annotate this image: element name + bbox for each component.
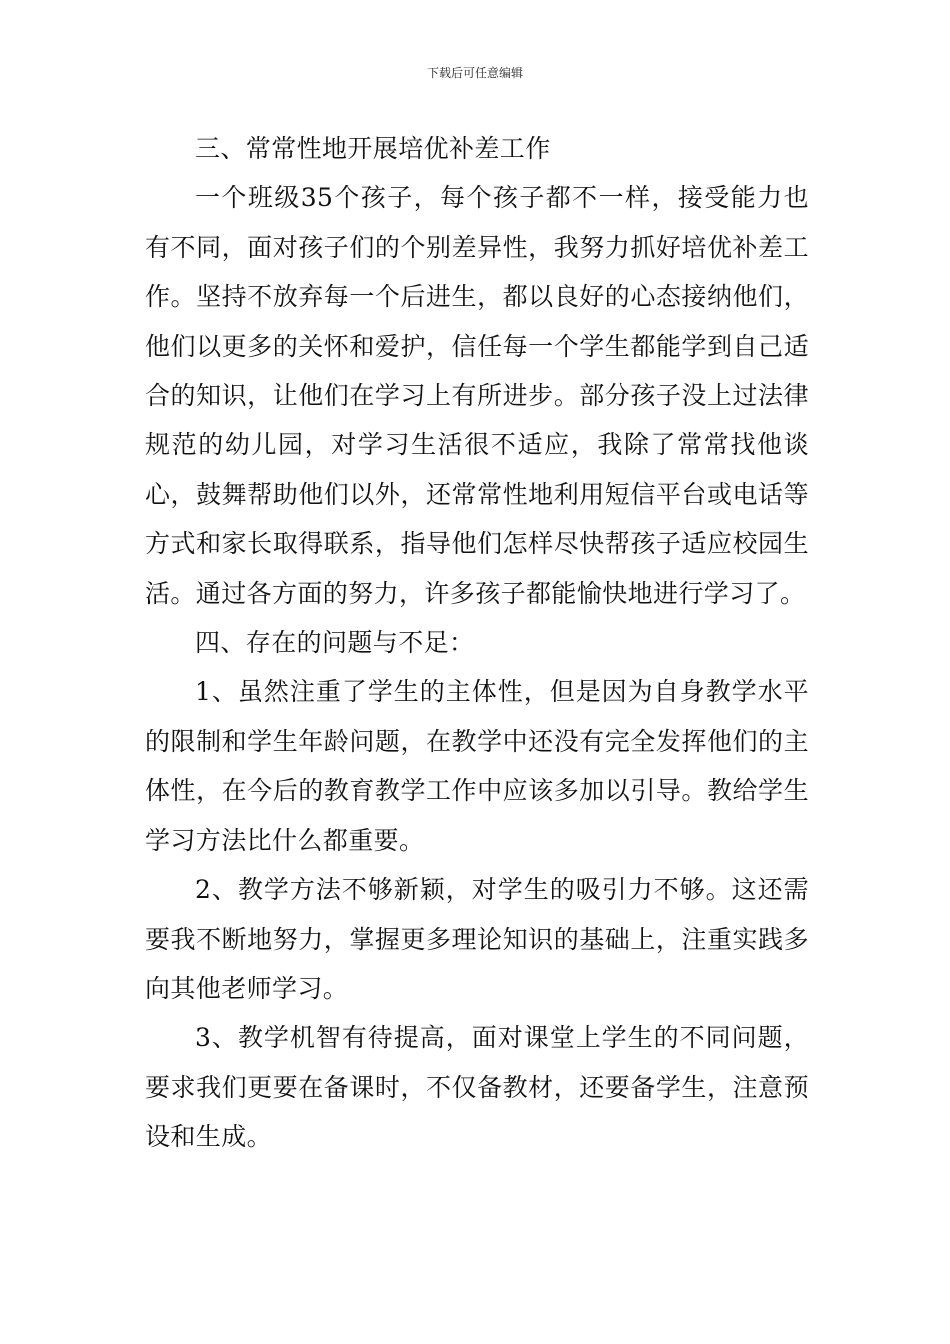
list-item-3: 3、教学机智有待提高，面对课堂上学生的不同问题，要求我们更要在备课时，不仅备教材，还要备学生，注意预设和生成。	[145, 1023, 809, 1152]
document-body	[145, 124, 809, 1162]
section-heading-4: 四、存在的问题与不足：	[195, 628, 475, 658]
page-header-note: 下载后可任意编辑	[426, 66, 523, 80]
list-item-1: 1、虽然注重了学生的主体性，但是因为自身教学水平的限制和学生年龄问题，在教学中还没有完全发挥他们的主体性，在今后的教育教学工作中应该多加以引导。教给学生学习方法比什么都重要。	[145, 677, 809, 855]
body-paragraph: 一个班级35个孩子，每个孩子都不一样，接受能力也有不同，面对孩子们的个别差异性，我努力抓好培优补差工作。坚持不放弃每一个后进生，都以良好的心态接纳他们，他们以更多的关怀和爱护，信任每一个学生都能学到自己适合的知识，让他们在学习上有所进步。部分孩子没上过法律规范的幼儿园，对学习生活很不适应，我除了常常找他谈心，鼓舞帮助他们以外，还常常性地利用短信平台或电话等方式和家长取得联系，指导他们怎样尽快帮孩子适应校园生活。通过各方面的努力，许多孩子都能愉快地进行学习了。	[145, 183, 809, 608]
list-item-2: 2、教学方法不够新颖，对学生的吸引力不够。这还需要我不断地努力，掌握更多理论知识的基础上，注重实践多向其他老师学习。	[145, 875, 809, 1003]
section-heading-3: 三、常常性地开展培优补差工作	[195, 134, 551, 163]
